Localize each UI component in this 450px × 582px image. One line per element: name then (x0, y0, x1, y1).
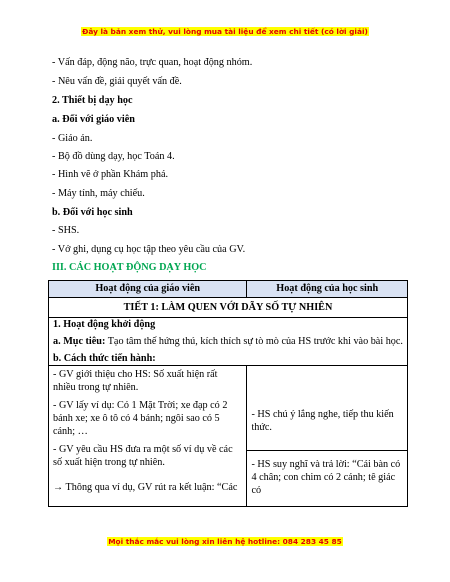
teacher-step: - GV giới thiệu cho HS: Số xuất hiện rất nhiều trong tự nhiên. (53, 369, 218, 393)
teacher-heading: a. Đối với giáo viên (52, 114, 135, 125)
student-activity-cell (247, 366, 408, 507)
activities-table (48, 280, 408, 507)
column-header-student: Hoạt động của học sinh (247, 281, 408, 298)
equipment-heading: 2. Thiết bị dạy học (52, 95, 133, 106)
teacher-step: - GV yêu cầu HS đưa ra một số ví dụ về các số xuất hiện trong tự nhiên. (53, 444, 233, 468)
method-item: - Nêu vấn đề, giải quyết vấn đề. (52, 76, 182, 87)
goal-label: a. Mục tiêu: (53, 336, 106, 347)
teacher-item: - Máy tính, máy chiếu. (52, 188, 145, 199)
student-step: - HS chú ý lắng nghe, tiếp thu kiến thức. (251, 409, 394, 433)
student-item: - Vở ghi, dụng cụ học tập theo yêu cầu của GV. (52, 244, 246, 255)
student-step: - HS suy nghĩ và trả lời: “Cái bàn có 4 chân; con chim có 2 cánh; tê giác có (251, 459, 401, 496)
student-item: - SHS. (52, 225, 80, 236)
student-heading: b. Đối với học sinh (52, 207, 133, 218)
lesson-title: TIẾT 1: LÀM QUEN VỚI DÃY SỐ TỰ NHIÊN (49, 298, 408, 318)
teacher-step: - GV lấy ví dụ: Có 1 Mặt Trời; xe đạp có 2 bánh xe; xe ô tô có 4 bánh; ngôi sao có 5 cánh; … (53, 400, 228, 437)
goal-text: Tạo tâm thế hứng thú, kích thích sự tò mò của HS trước khi vào bài học. (105, 336, 403, 347)
method-label: b. Cách thức tiến hành: (53, 353, 156, 364)
method-item: - Vấn đáp, động não, trực quan, hoạt động nhóm. (52, 57, 253, 68)
column-header-teacher: Hoạt động của giáo viên (49, 281, 247, 298)
activity-title: 1. Hoạt động khởi động (53, 319, 156, 330)
section-title: III. CÁC HOẠT ĐỘNG DẠY HỌC (52, 262, 207, 273)
goal (53, 335, 403, 348)
activity-block (49, 318, 408, 366)
preview-banner: Đây là bản xem thử, vui lòng mua tài liệu để xem chi tiết (có lời giải) (82, 27, 368, 36)
teacher-item: - Giáo án. (52, 133, 93, 144)
teacher-activity-cell (49, 366, 247, 507)
teacher-step: → Thông qua ví dụ, GV rút ra kết luận: “Các (53, 482, 238, 493)
teacher-item: - Hình vẽ ở phần Khám phá. (52, 169, 169, 180)
teacher-item: - Bộ đồ dùng dạy, học Toán 4. (52, 151, 175, 162)
hotline-banner: Mọi thắc mắc vui lòng xin liên hệ hotline: 084 283 45 85 (108, 537, 342, 546)
